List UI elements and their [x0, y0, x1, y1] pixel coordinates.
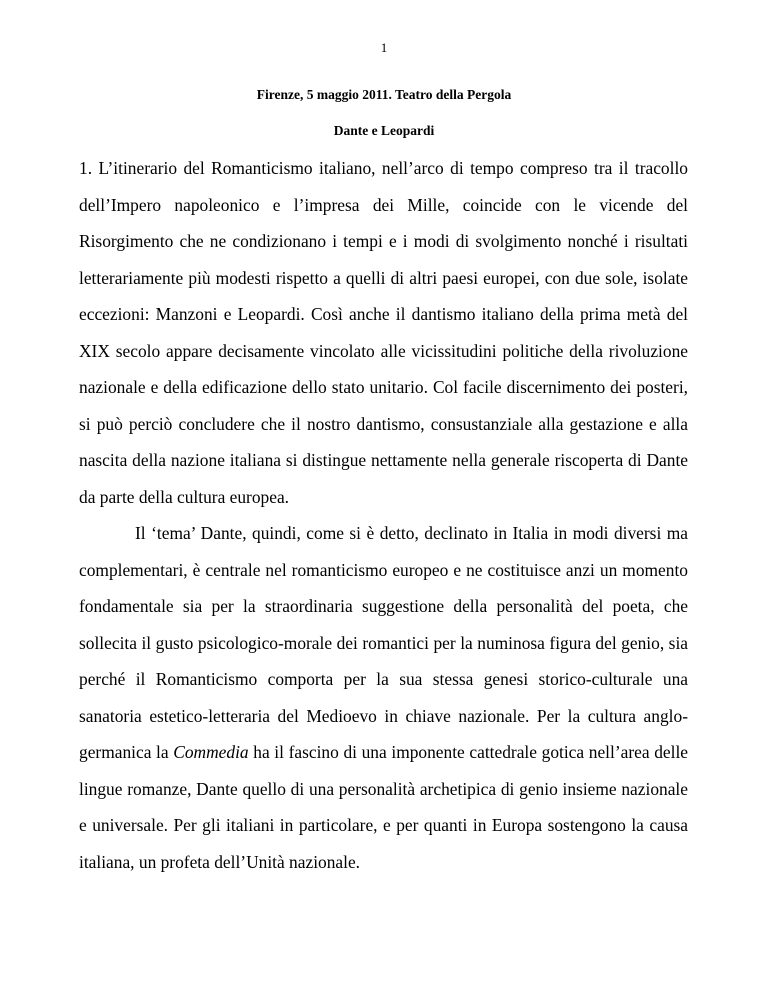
paragraph-2-part-1: Il ‘tema’ Dante, quindi, come si è detto, declinato in Italia in modi diversi ma complementari, è centrale nel romanticismo europeo e ne costituisce anzi un momento fondamentale sia per la straordinaria suggestione della personalità del poeta, che sollecita il gusto psicologico-morale dei romantici per la numinosa figura del genio, sia perché il Romanticismo comporta per la sua stessa genesi storico-culturale una sanatoria estetico-letteraria del Medioevo in chiave nazionale. Per la cultura anglo-germanica la [79, 523, 688, 762]
document-body [79, 150, 688, 880]
document-title: Firenze, 5 maggio 2011. Teatro della Pergola [256, 87, 512, 102]
page-number: 1 [380, 40, 388, 55]
document-subtitle: Dante e Leopardi [333, 123, 435, 138]
paragraph-2 [79, 515, 688, 880]
italic-title-commedia: Commedia [173, 742, 249, 762]
paragraph-2-part-2: ha il fascino di una imponente cattedrale gotica nell’area delle lingue romanze, Dante quello di una personalità archetipica di genio insieme nazionale e universale. Per gli italiani in particolare, e per quanti in Europa sostengono la causa italiana, un profeta dell’Unità nazionale. [79, 742, 688, 872]
paragraph-1: 1. L’itinerario del Romanticismo italiano, nell’arco di tempo compreso tra il tracollo dell’Impero napoleonico e l’impresa dei Mille, coincide con le vicende del Risorgimento che ne condizionano i tempi e i modi di svolgimento nonché i risultati letterariamente più modesti rispetto a quelli di altri paesi europei, con due sole, isolate eccezioni: Manzoni e Leopardi. Così anche il dantismo italiano della prima metà del XIX secolo appare decisamente vincolato alle vicissitudini politiche della rivoluzione nazionale e della edificazione dello stato unitario. Col facile discernimento dei posteri, si può perciò concludere che il nostro dantismo, consustanziale alla gestazione e alla nascita della nazione italiana si distingue nettamente nella generale riscoperta di Dante da parte della cultura europea. [79, 158, 688, 507]
